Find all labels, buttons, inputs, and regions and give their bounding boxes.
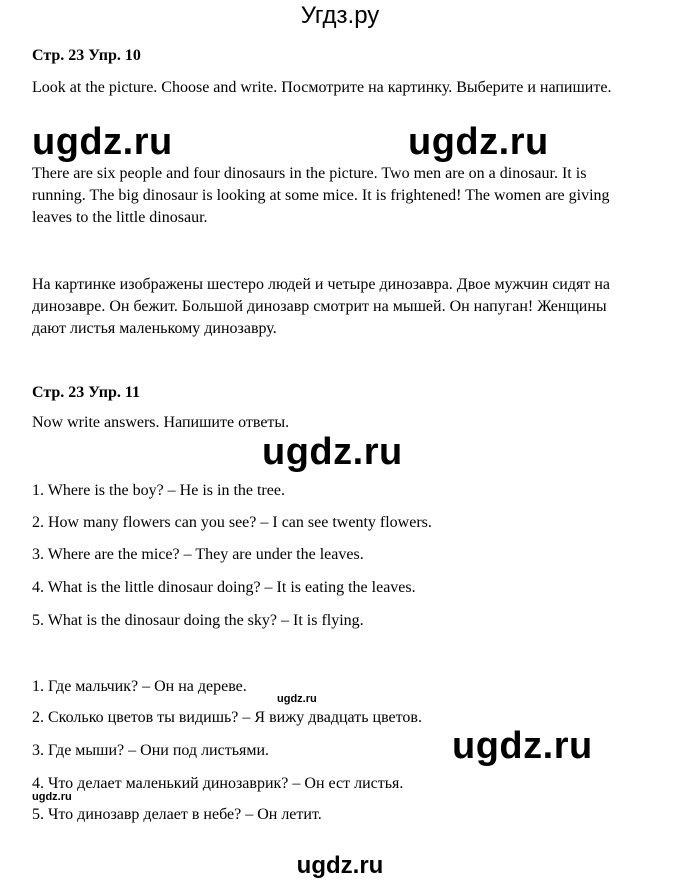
- ex10-instruction: Look at the picture. Choose and write. Посмотрите на картинку. Выберите и напишите.: [32, 79, 612, 96]
- site-title: Угдз.ру: [300, 2, 380, 29]
- answer-ru-1: 1. Где мальчик? – Он на дереве.: [32, 678, 247, 695]
- ex11-instruction: Now write answers. Напишите ответы.: [32, 414, 290, 431]
- watermark: ugdz.ru: [262, 431, 403, 473]
- answer-en-1: 1. Where is the boy? – He is in the tree.: [32, 482, 285, 499]
- answer-ru-3: 3. Где мыши? – Они под листьями.: [32, 742, 270, 759]
- watermark-small: ugdz.ru: [277, 693, 317, 705]
- watermark: ugdz.ru: [408, 121, 549, 163]
- ex10-russian-text: На картинке изображены шестеро людей и четыре динозавра. Двое мужчин сидят на динозавре. Он бежит. Большой динозавр смотрит на мышей. Он напуган! Женщины дают листья маленькому динозавру.: [32, 276, 611, 337]
- answer-ru-5: 5. Что динозавр делает в небе? – Он летит.: [32, 806, 322, 823]
- watermark: ugdz.ru: [32, 121, 173, 163]
- answer-ru-4: 4. Что делает маленький динозаврик? – Он ест листья.: [32, 775, 404, 792]
- answer-en-5: 5. What is the dinosaur doing the sky? – It is flying.: [32, 612, 364, 629]
- ex11-heading: Стр. 23 Упр. 11: [32, 384, 140, 401]
- ex10-english-text: There are six people and four dinosaurs in the picture. Two men are on a dinosaur. It is running. The big dinosaur is looking at some mice. It is frightened! The women are giving leaves to the little dinosaur.: [32, 165, 610, 226]
- answer-ru-2: 2. Сколько цветов ты видишь? – Я вижу двадцать цветов.: [32, 709, 422, 726]
- watermark: ugdz.ru: [452, 725, 593, 767]
- answer-en-2: 2. How many flowers can you see? – I can see twenty flowers.: [32, 514, 432, 531]
- watermark-small: ugdz.ru: [32, 791, 72, 803]
- answer-en-3: 3. Where are the mice? – They are under the leaves.: [32, 546, 364, 563]
- ex10-heading: Стр. 23 Упр. 10: [32, 47, 141, 64]
- answer-en-4: 4. What is the little dinosaur doing? – It is eating the leaves.: [32, 579, 416, 596]
- watermark-footer: ugdz.ru: [296, 852, 384, 879]
